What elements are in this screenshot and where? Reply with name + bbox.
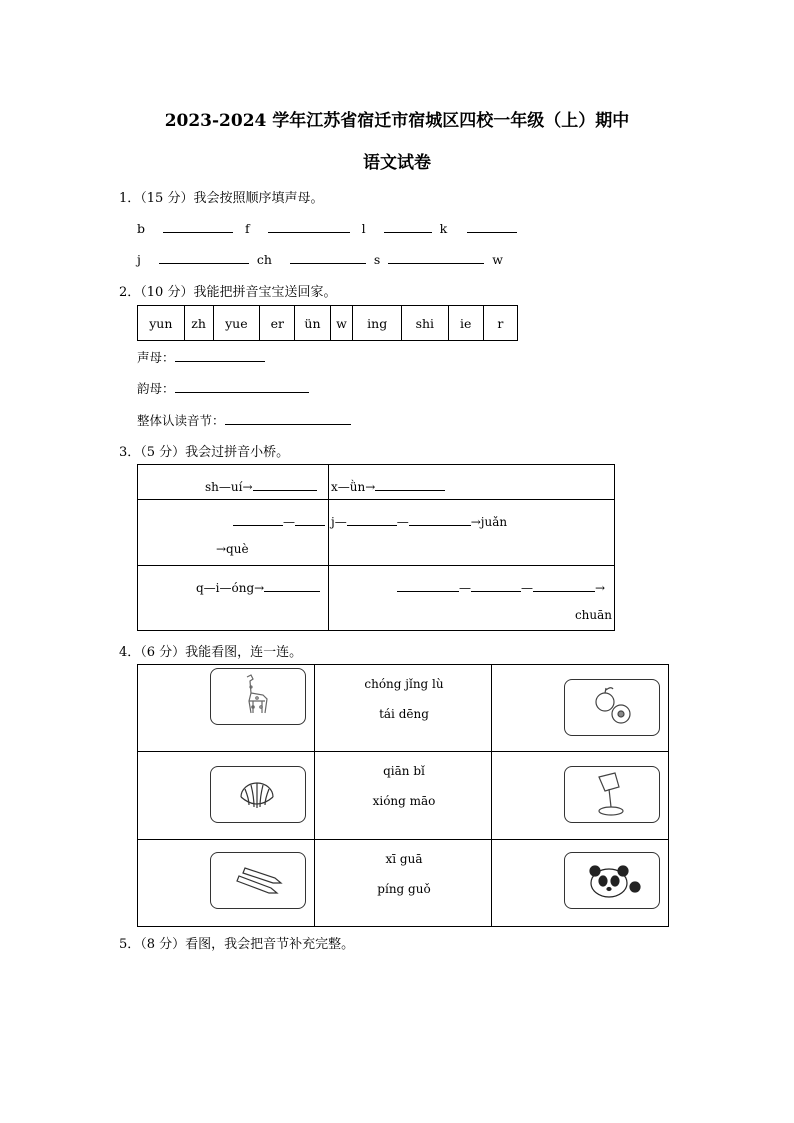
bridge-blank[interactable]	[533, 577, 595, 592]
q1-letter: j	[137, 252, 141, 267]
q1-letter: b	[137, 221, 146, 236]
q1-letter: w	[492, 252, 503, 267]
bridge-text: →	[595, 581, 606, 595]
page-subtitle: 语文试卷	[363, 153, 431, 173]
q1-letter: s	[373, 252, 381, 267]
q1-row-2	[137, 249, 503, 267]
bridge-blank[interactable]	[375, 476, 445, 491]
pinyin-word[interactable]: píng guǒ	[377, 882, 431, 896]
pencil-icon[interactable]	[210, 852, 306, 909]
bridge-blank[interactable]	[295, 511, 325, 526]
picture-cell	[492, 840, 669, 927]
picture-cell	[492, 665, 669, 752]
bridge-blank[interactable]	[409, 511, 471, 526]
q1-blank[interactable]	[467, 218, 517, 233]
bridge-text: —	[459, 581, 471, 595]
q1-letter: k	[439, 221, 448, 236]
pinyin-cell	[315, 752, 492, 840]
question-3-label: 3．（5 分）我会过拼音小桥。	[119, 445, 290, 460]
match-table	[137, 664, 669, 927]
pinyin-cell: w	[330, 306, 353, 341]
bridge-text: →què	[216, 542, 249, 556]
shengmu-label: 声母：	[137, 350, 175, 365]
pinyin-word[interactable]: tái dēng	[379, 707, 429, 721]
apple-icon[interactable]	[564, 679, 660, 736]
panda-icon[interactable]	[564, 852, 660, 909]
question-4-label: 4．（6 分）我能看图，连一连。	[119, 645, 303, 660]
q1-blank[interactable]	[159, 249, 249, 264]
pinyin-word[interactable]: qiān bǐ	[383, 764, 425, 778]
yunmu-row	[137, 378, 309, 397]
pinyin-word[interactable]: xī guā	[385, 852, 423, 866]
bridge-blank[interactable]	[253, 476, 317, 491]
q1-letter: ch	[256, 252, 272, 267]
lamp-icon[interactable]	[564, 766, 660, 823]
q1-blank[interactable]	[268, 218, 350, 233]
bridge-blank[interactable]	[397, 577, 459, 592]
pinyin-cell: yue	[213, 306, 260, 341]
bridge-text: chuān	[574, 608, 612, 622]
bridge-text: q—i—óng→	[196, 581, 265, 595]
page-title: 2023-2024 学年江苏省宿迁市宿城区四校一年级（上）期中	[164, 111, 630, 131]
bridge-text: —	[283, 515, 295, 529]
yunmu-blank[interactable]	[175, 378, 309, 393]
q1-blank[interactable]	[290, 249, 366, 264]
picture-cell	[138, 752, 315, 840]
question-1-label: 1．（15 分）我会按照顺序填声母。	[119, 191, 324, 206]
q1-letter: l	[361, 221, 366, 236]
pinyin-cell: yun	[138, 306, 185, 341]
question-2-label: 2．（10 分）我能把拼音宝宝送回家。	[119, 285, 337, 300]
bridge-cell	[329, 500, 615, 566]
question-5-label: 5．（8 分）看图，我会把音节补充完整。	[119, 937, 355, 952]
yunmu-label: 韵母：	[137, 381, 175, 396]
picture-cell	[492, 752, 669, 840]
bridge-text: j—	[331, 515, 347, 529]
bridge-text: —	[396, 515, 409, 529]
pinyin-cell	[315, 665, 492, 752]
watermelon-icon[interactable]	[210, 766, 306, 823]
pinyin-cell: ing	[353, 306, 402, 341]
shengmu-blank[interactable]	[175, 347, 265, 362]
q1-row-1	[137, 218, 517, 236]
zhengti-blank[interactable]	[225, 410, 351, 425]
q1-blank[interactable]	[384, 218, 432, 233]
shengmu-row	[137, 347, 265, 366]
pinyin-word[interactable]: xióng māo	[372, 794, 436, 808]
pinyin-cell: r	[483, 306, 517, 341]
q1-blank[interactable]	[163, 218, 233, 233]
bridge-blank[interactable]	[264, 577, 320, 592]
pinyin-table	[137, 305, 518, 341]
pinyin-cell: ie	[448, 306, 483, 341]
bridge-cell	[138, 566, 329, 631]
bridge-text: x—ǜn→	[331, 480, 376, 494]
bridge-blank[interactable]	[471, 577, 521, 592]
bridge-blank[interactable]	[233, 511, 283, 526]
zhengti-row	[137, 410, 351, 429]
bridge-cell	[329, 465, 615, 500]
pinyin-cell: ün	[295, 306, 330, 341]
pinyin-cell: zh	[184, 306, 213, 341]
bridge-cell	[138, 465, 329, 500]
picture-cell	[138, 840, 315, 927]
picture-cell	[138, 665, 315, 752]
zhengti-label: 整体认读音节：	[137, 413, 225, 428]
bridge-cell	[138, 500, 329, 566]
bridge-text: sh—uí→	[205, 480, 253, 494]
pinyin-cell: shi	[402, 306, 449, 341]
pinyin-cell: er	[260, 306, 295, 341]
bridge-text: →juǎn	[470, 515, 508, 529]
giraffe-icon[interactable]	[210, 668, 306, 725]
pinyin-bridge-table	[137, 464, 615, 631]
q1-letter: f	[244, 221, 250, 236]
q1-blank[interactable]	[388, 249, 484, 264]
bridge-cell	[329, 566, 615, 631]
bridge-blank[interactable]	[347, 511, 397, 526]
pinyin-cell	[315, 840, 492, 927]
pinyin-word[interactable]: chóng jǐng lù	[364, 677, 444, 691]
bridge-text: —	[521, 581, 533, 595]
